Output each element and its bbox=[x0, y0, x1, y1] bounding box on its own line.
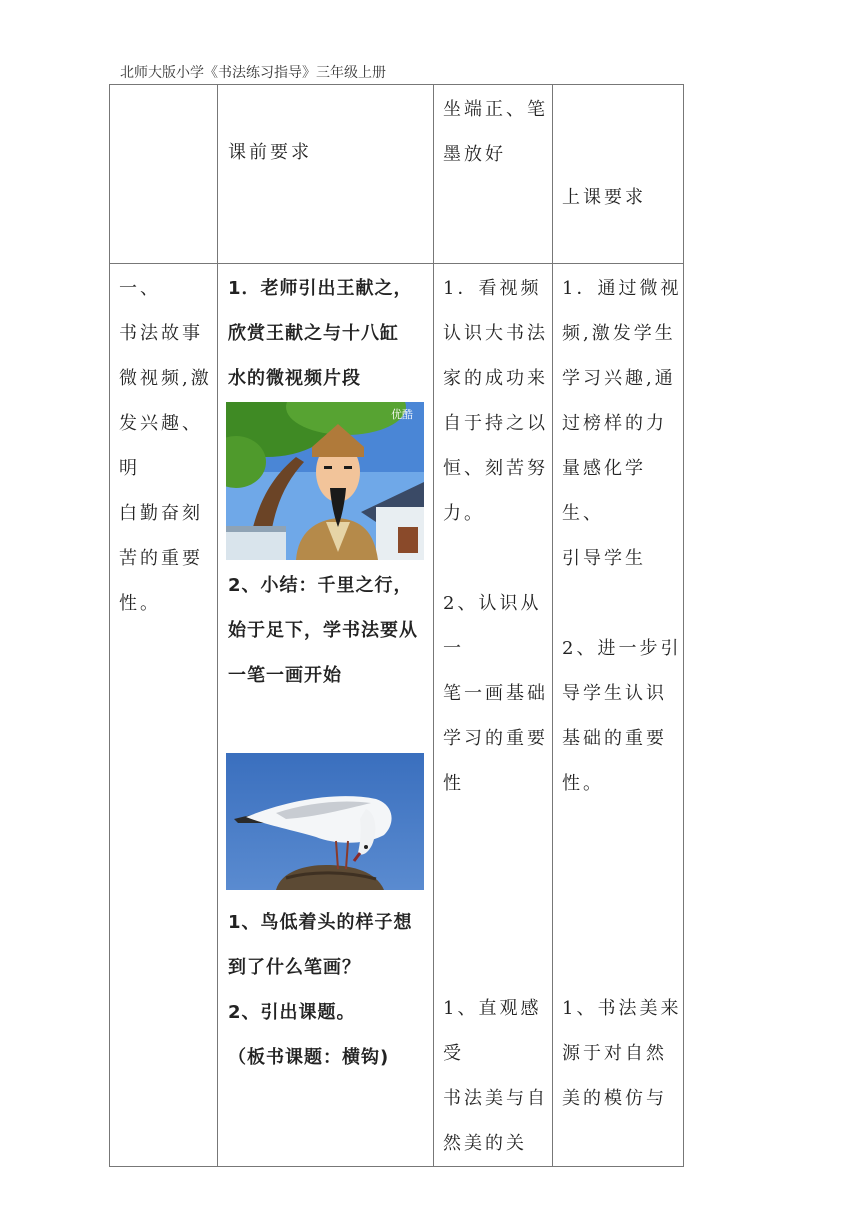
sit-upright-text-line2: 墨放好 bbox=[443, 144, 506, 165]
row1-col1-empty bbox=[110, 85, 218, 264]
section-desc-line: 苦的重要 bbox=[119, 548, 203, 569]
section-desc-line: 性。 bbox=[119, 593, 161, 614]
design-intent-line: 学习兴趣,通 bbox=[562, 368, 676, 389]
lesson-table bbox=[109, 84, 684, 1167]
row1-col4 bbox=[553, 85, 684, 264]
step3-line: 2、引出课题。 bbox=[228, 1002, 356, 1023]
step2-line: 2、小结：千里之行， bbox=[228, 575, 413, 596]
step3-line: 1、鸟低着头的样子想 bbox=[228, 912, 413, 933]
step1-line: 水的微视频片段 bbox=[228, 368, 361, 389]
gull-photo bbox=[226, 753, 424, 890]
student-activity-line: 认识大书法 bbox=[443, 323, 548, 344]
seagull-image bbox=[226, 753, 424, 890]
design-intent-line: 引导学生 bbox=[562, 548, 646, 569]
row2-col4 bbox=[553, 264, 684, 1167]
wang-xianzhi-video-still bbox=[226, 402, 424, 560]
step3-line: 到了什么笔画？ bbox=[228, 957, 361, 978]
student-activity-line: 力。 bbox=[443, 503, 485, 524]
sit-upright-text-line1: 坐端正、笔 bbox=[443, 99, 548, 120]
page-header: 北师大版小学《书法练习指导》三年级上册 bbox=[120, 65, 386, 81]
design-intent-line: 1、书法美来 bbox=[562, 998, 682, 1019]
student-activity-line: 学习的重要 bbox=[443, 728, 548, 749]
student-activity-line: 笔一画基础 bbox=[443, 683, 548, 704]
step2-line: 一笔一画开始 bbox=[228, 665, 342, 686]
step1-line: 欣赏王献之与十八缸 bbox=[228, 323, 399, 344]
design-intent-line: 导学生认识 bbox=[562, 683, 667, 704]
student-activity-line: 家的成功来 bbox=[443, 368, 548, 389]
board-title-line: （板书课题：横钩) bbox=[228, 1047, 390, 1068]
student-activity-line: 恒、刻苦努 bbox=[443, 458, 548, 479]
section-desc-line: 微视频,激 bbox=[119, 368, 212, 389]
design-intent-line: 2、进一步引 bbox=[562, 638, 682, 659]
row1-col3 bbox=[434, 85, 553, 264]
table-row bbox=[110, 264, 684, 1167]
design-intent-line: 基础的重要 bbox=[562, 728, 667, 749]
design-intent-line: 量感化学生、 bbox=[562, 458, 646, 524]
table-row bbox=[110, 85, 684, 264]
step2-line: 始于足下，学书法要从 bbox=[228, 620, 418, 641]
design-intent-line: 源于对自然 bbox=[562, 1043, 667, 1064]
row2-col1 bbox=[110, 264, 218, 1167]
design-intent-line: 过榜样的力 bbox=[562, 413, 667, 434]
section-desc-line: 白勤奋刻 bbox=[119, 503, 203, 524]
student-activity-line: 书法美与自 bbox=[443, 1088, 548, 1109]
row2-col2 bbox=[218, 264, 434, 1167]
section-desc-line: 书法故事 bbox=[119, 323, 203, 344]
student-activity-line: 1、直观感受 bbox=[443, 998, 542, 1064]
design-intent-line: 美的模仿与 bbox=[562, 1088, 667, 1109]
design-intent-line: 1．通过微视 bbox=[562, 278, 682, 299]
row2-col3 bbox=[434, 264, 553, 1167]
in-class-requirement-label: 上课要求 bbox=[562, 187, 646, 208]
student-activity-line: 然美的关 bbox=[443, 1133, 527, 1154]
step1-line: 1．老师引出王献之， bbox=[228, 278, 413, 299]
design-intent-line: 性。 bbox=[562, 773, 604, 794]
section-desc-line: 发兴趣、明 bbox=[119, 413, 203, 479]
cartoon-scholar-image bbox=[226, 402, 424, 560]
student-activity-line: 自于持之以 bbox=[443, 413, 548, 434]
design-intent-line: 频,激发学生 bbox=[562, 323, 676, 344]
video-watermark: 优酷 bbox=[391, 408, 413, 421]
row1-col2 bbox=[218, 85, 434, 264]
pre-class-requirement-label: 课前要求 bbox=[228, 142, 312, 163]
student-activity-line: 1．看视频 bbox=[443, 278, 542, 299]
student-activity-line: 性 bbox=[443, 773, 464, 794]
section-number: 一、 bbox=[119, 278, 161, 299]
student-activity-line: 2、认识从一 bbox=[443, 593, 542, 659]
